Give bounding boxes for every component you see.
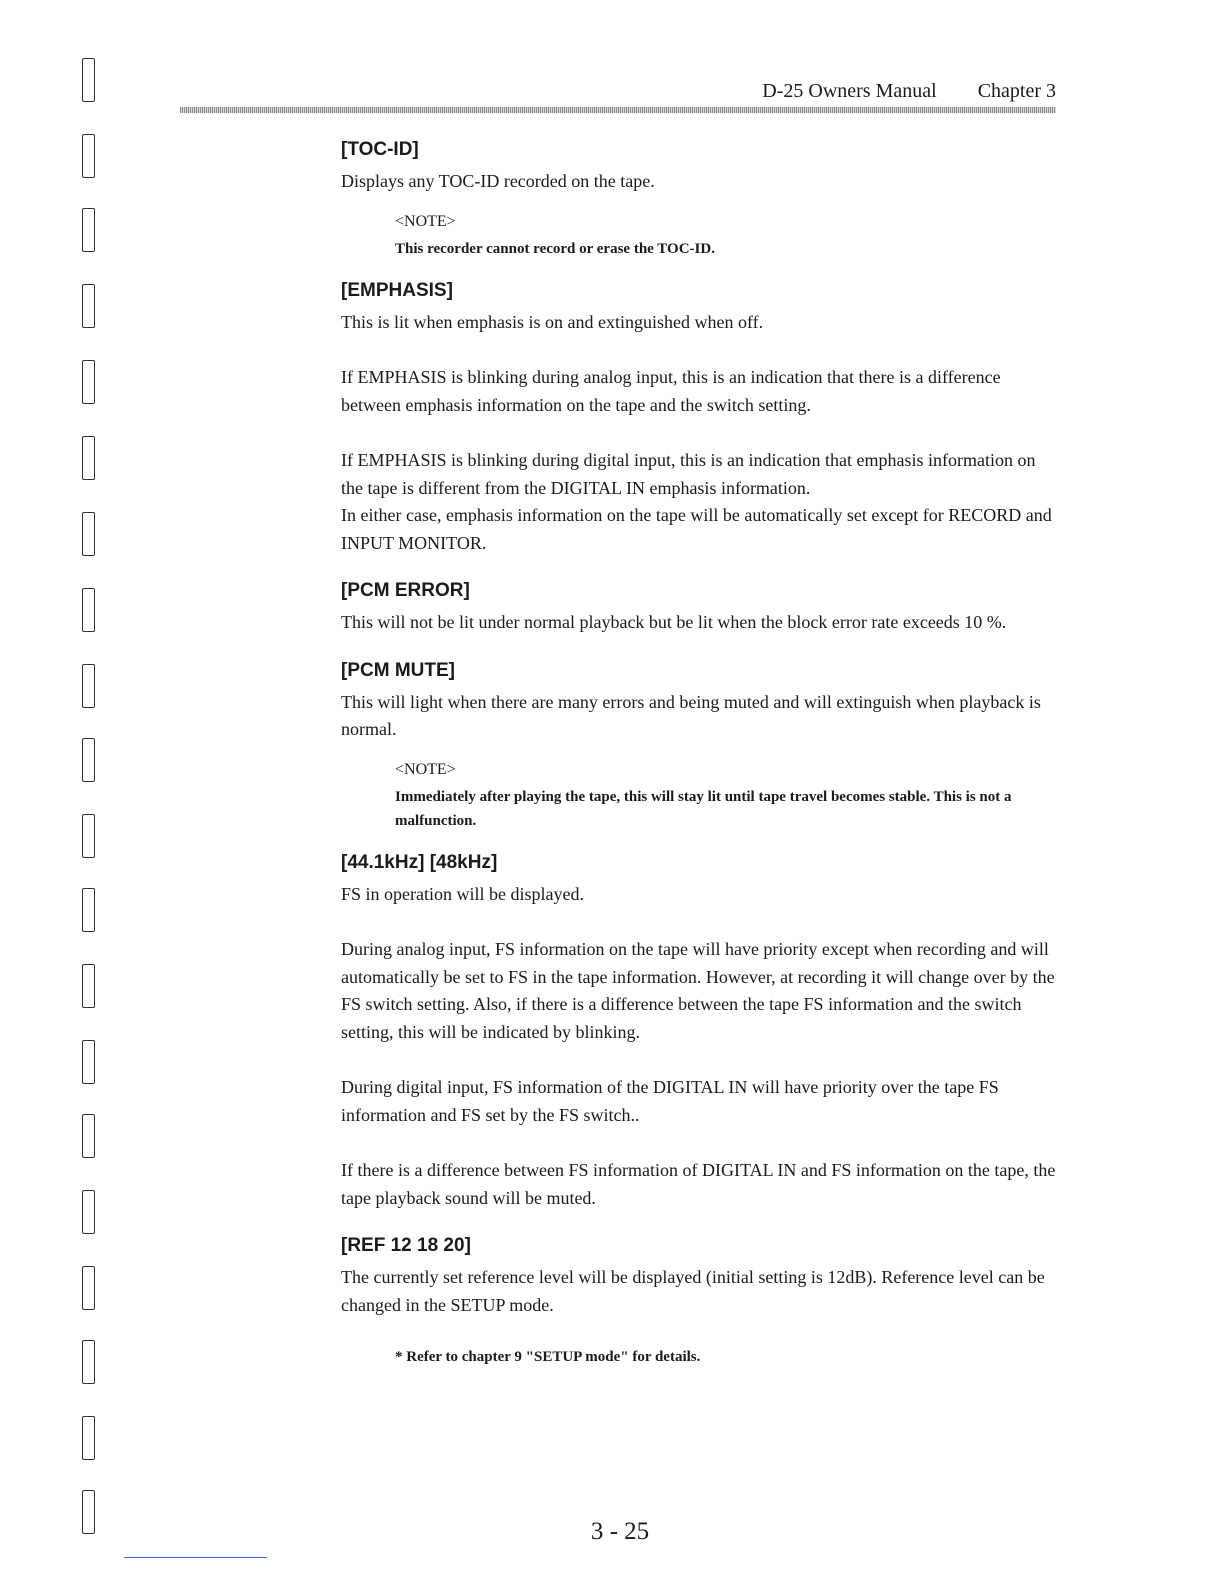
paragraph: During analog input, FS information on the tape will have priority except when recording and will automatically be set to FS in the tape information. However, at recording it will change over by the FS switch setting. Also, if there is a difference between the tape FS information and the switch setting, this will be indicated by blinking. xyxy=(341,939,1055,1042)
paragraph: If EMPHASIS is blinking during digital input, this is an indication that emphasis information on the tape is different from the DIGITAL IN emphasis information. xyxy=(341,450,1036,498)
binder-hole xyxy=(82,360,95,404)
section-title-emphasis: [EMPHASIS] xyxy=(341,279,453,301)
binder-hole xyxy=(82,436,95,480)
chapter-label: Chapter 3 xyxy=(977,80,1056,102)
binder-hole xyxy=(82,134,95,178)
section-title-pcm-error: [PCM ERROR] xyxy=(341,580,470,601)
paragraph: This will not be lit under normal playback but be lit when the block error rate exceeds 10 %. xyxy=(341,612,1007,632)
page-header xyxy=(180,80,1056,103)
manual-title: D-25 Owners Manual xyxy=(762,80,937,102)
cross-reference: * Refer to chapter 9 "SETUP mode" for details. xyxy=(395,1349,701,1365)
header-rule xyxy=(180,107,1056,113)
binder-hole xyxy=(82,588,95,632)
note-text: This recorder cannot record or erase the TOC-ID. xyxy=(395,240,715,257)
section-title-ref: [REF 12 18 20] xyxy=(341,1235,471,1256)
paragraph: FS in operation will be displayed. xyxy=(341,883,584,904)
binder-hole xyxy=(82,1114,95,1158)
section-title-sampling-frequency: [44.1kHz] [48kHz] xyxy=(341,851,498,873)
binder-hole xyxy=(82,1340,95,1384)
paragraph: In either case, emphasis information on the tape will be automatically set except for RECORD and INPUT MONITOR. xyxy=(341,505,1052,553)
paragraph: During digital input, FS information of the DIGITAL IN will have priority over the tape FS information and FS set by the FS switch.. xyxy=(341,1077,999,1125)
page-number: 3 - 25 xyxy=(590,1518,650,1545)
note-label: <NOTE> xyxy=(395,760,456,778)
binder-hole xyxy=(82,738,95,782)
binder-hole xyxy=(82,664,95,708)
binder-hole xyxy=(82,58,95,102)
section-title-toc-id: [TOC-ID] xyxy=(341,139,419,160)
binder-hole xyxy=(82,1416,95,1460)
note-text: Immediately after playing the tape, this will stay lit until tape travel becomes stable. This is not a malfunction. xyxy=(395,788,1012,829)
binder-hole xyxy=(82,888,95,932)
binder-hole xyxy=(82,1040,95,1084)
paragraph: If EMPHASIS is blinking during analog input, this is an indication that there is a difference between emphasis information on the tape and the switch setting. xyxy=(341,367,1001,415)
footer-line xyxy=(124,1557,267,1558)
binder-hole xyxy=(82,1190,95,1234)
paragraph: If there is a difference between FS information of DIGITAL IN and FS information on the tape, the tape playback sound will be muted. xyxy=(341,1160,1056,1208)
note-block xyxy=(395,210,1057,261)
binder-hole xyxy=(82,1266,95,1310)
note-block xyxy=(395,758,1057,833)
paragraph: The currently set reference level will be displayed (initial setting is 12dB). Reference level can be changed in the SETUP mode. xyxy=(341,1267,1045,1315)
paragraph: This is lit when emphasis is on and extinguished when off. xyxy=(341,311,764,332)
binder-hole xyxy=(82,964,95,1008)
paragraph: This will light when there are many errors and being muted and will extinguish when playback is normal. xyxy=(341,691,1041,739)
section-title-pcm-mute: [PCM MUTE] xyxy=(341,659,455,681)
binder-hole xyxy=(82,208,95,252)
paragraph: Displays any TOC-ID recorded on the tape. xyxy=(341,171,655,191)
binder-hole xyxy=(82,814,95,858)
binder-hole xyxy=(82,284,95,328)
note-label: <NOTE> xyxy=(395,212,456,230)
binder-hole xyxy=(82,512,95,556)
binder-hole xyxy=(82,1490,95,1534)
page-content xyxy=(341,138,1057,1366)
